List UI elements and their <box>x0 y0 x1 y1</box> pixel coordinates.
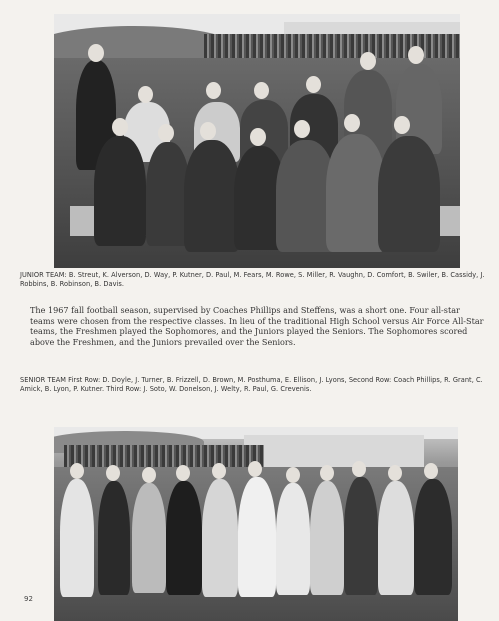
player-head <box>200 122 216 140</box>
player <box>202 479 238 597</box>
player-head <box>306 76 321 93</box>
player <box>132 483 166 593</box>
player-head <box>424 463 438 479</box>
player <box>326 134 386 252</box>
player-head <box>212 463 226 479</box>
player <box>310 481 344 595</box>
player <box>378 136 440 252</box>
senior-team-caption: SENIOR TEAM First Row: D. Doyle, J. Turner, B. Frizzell, D. Brown, M. Posthuma, E. Ellison, J. Lyons, Second Row: Coach Phillips, R. Grant, C. Amick, B. Lyon, P. Kutner. Third Row: J. Soto, W. Donelson, J. Welty, R. Paul, G. Crevenis. <box>20 376 483 393</box>
page-number: 92 <box>24 595 33 603</box>
player <box>378 481 414 595</box>
player <box>414 479 452 595</box>
player-head <box>70 463 84 479</box>
player-head <box>352 461 366 477</box>
player <box>94 136 146 246</box>
senior-team-photo <box>54 427 458 621</box>
player-head <box>320 465 334 481</box>
player <box>344 477 378 595</box>
player-head <box>408 46 424 64</box>
player-head <box>394 116 410 134</box>
player-head <box>158 124 174 142</box>
player-head <box>206 82 221 99</box>
player-head <box>344 114 360 132</box>
player-head <box>112 118 128 136</box>
junior-team-photo <box>54 14 460 268</box>
player <box>166 481 202 595</box>
player-head <box>254 82 269 99</box>
player-head <box>250 128 266 146</box>
player-head <box>286 467 300 483</box>
player-head <box>176 465 190 481</box>
player-head <box>88 44 104 62</box>
player <box>60 479 94 597</box>
building <box>244 435 424 467</box>
player <box>276 483 310 595</box>
player-head <box>388 465 402 481</box>
player-head <box>138 86 153 103</box>
junior-team-caption: JUNIOR TEAM: B. Streut, K. Alverson, D. Way, P. Kutner, D. Paul, M. Fears, M. Rowe, S. Miller, R. Vaughn, D. Comfort, B. Swiler, B. Cassidy, J. Robbins, B. Robinson, B. Davis. <box>20 271 485 288</box>
player <box>98 481 130 595</box>
player-head <box>294 120 310 138</box>
player <box>184 140 240 252</box>
player <box>238 477 276 597</box>
season-summary-paragraph: The 1967 fall football season, supervised by Coaches Phillips and Steffens, was a short one. Four all-star teams were chosen from the respective classes. In lieu of the traditional High School versus Air Force All-Star teams, the Freshmen played the Sophomores, and the Juniors played the Seniors. The Sophomores scored above the Freshmen, and the Juniors prevailed over the Seniors. <box>30 305 484 347</box>
player-head <box>248 461 262 477</box>
crowd <box>64 445 264 467</box>
player-head <box>360 52 376 70</box>
player-head <box>142 467 156 483</box>
player-head <box>106 465 120 481</box>
